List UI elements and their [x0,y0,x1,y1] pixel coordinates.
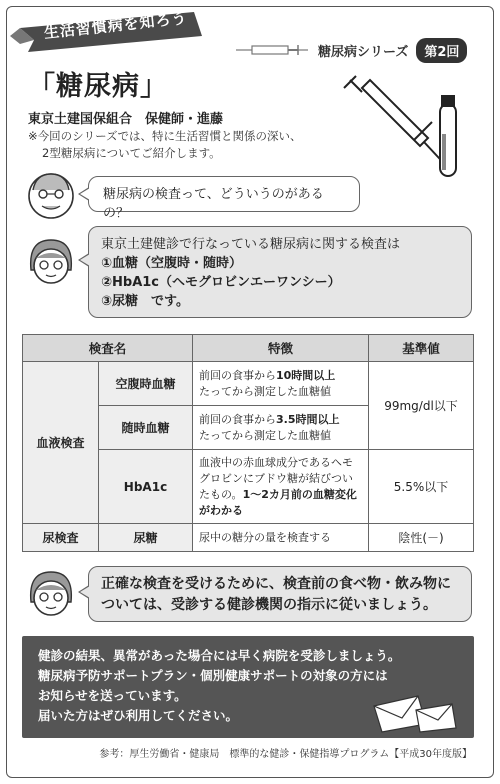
standard-glucose: 99mg/dl以下 [369,362,474,450]
answer-item-urine: ③尿糖 です。 [101,294,189,309]
header-test-name: 検査名 [23,335,193,362]
series-badge: 第2回 [416,38,467,63]
question-text: 糖尿病の検査って、どういうのがあるの？ [103,187,324,221]
question-bubble [88,176,360,221]
test-table [22,334,474,552]
series-name: 糖尿病シリーズ [318,44,409,60]
section-banner [6,10,206,52]
banner-text: 生活習慣病を知ろう [43,8,189,42]
series-label [236,38,467,62]
category-blood: 血液検査 [23,362,99,524]
nurse-avatar-icon [24,234,78,292]
table-row [23,362,474,406]
footer-reference: 参考：厚生労働省・健康局 標準的な健診・保健指導プログラム【平成30年度版】 [99,749,472,760]
info-line: 糖尿病予防サポートプラン・個別健康サポートの対象の方には [38,668,388,683]
table-header-row [23,335,474,362]
table-row [23,524,474,552]
syringe-vial-illustration-icon [340,74,480,194]
advice-line: 正確な検査を受けるために、検査前の食べ物・飲み物に [101,576,451,592]
feature-hba1c: 血液中の赤血球成分であるヘモグロビンにブドウ糖が結びついたもの。1～2カ月前の血糖変化がわかる [193,450,369,524]
advice-bubble [88,566,472,622]
test-random-glucose: 随時血糖 [99,406,193,450]
elder-man-avatar-icon [24,166,78,224]
info-line: 健診の結果、異常があった場合には早く病院を受診しましょう。 [38,648,401,663]
info-line: 届いた方はぜひ利用してください。 [38,708,239,723]
test-fasting-glucose: 空腹時血糖 [99,362,193,406]
answer-intro: 東京土建健診で行なっている糖尿病に関する検査は [101,237,401,252]
header-feature: 特徴 [193,335,369,362]
feature-fasting: 前回の食事から10時間以上 たってから測定した血糖値 [193,362,369,406]
note-line: 2型糖尿病についてご紹介します。 [42,146,221,160]
test-urine-sugar: 尿糖 [99,524,193,552]
intro-note [28,128,302,162]
feature-urine: 尿中の糖分の量を検査する [193,524,369,552]
envelope-letters-icon [368,688,458,734]
feature-random: 前回の食事から3.5時間以上 たってから測定した血糖値 [193,406,369,450]
advice-line: ついては、受診する健診機関の指示に従いましょう。 [101,597,437,613]
nurse-avatar-icon [24,566,78,624]
syringe-small-icon [236,43,308,57]
test-hba1c: HbA1c [99,450,193,524]
page-title: 「糖尿病」 [28,71,168,102]
author-line: 東京土建国保組合 保健師・進藤 [28,112,224,127]
standard-hba1c: 5.5%以下 [369,450,474,524]
note-line: ※今回のシリーズでは、特に生活習慣と関係の深い、 [28,129,302,143]
info-line: お知らせを送っています。 [38,688,187,703]
header-standard: 基準値 [369,335,474,362]
answer-bubble [88,226,472,318]
answer-item-glucose: ①血糖（空腹時・随時） [101,256,243,271]
standard-urine: 陰性(－) [369,524,474,552]
answer-item-hba1c: ②HbA1c（ヘモグロビンエーワンシー） [101,275,341,290]
category-urine: 尿検査 [23,524,99,552]
